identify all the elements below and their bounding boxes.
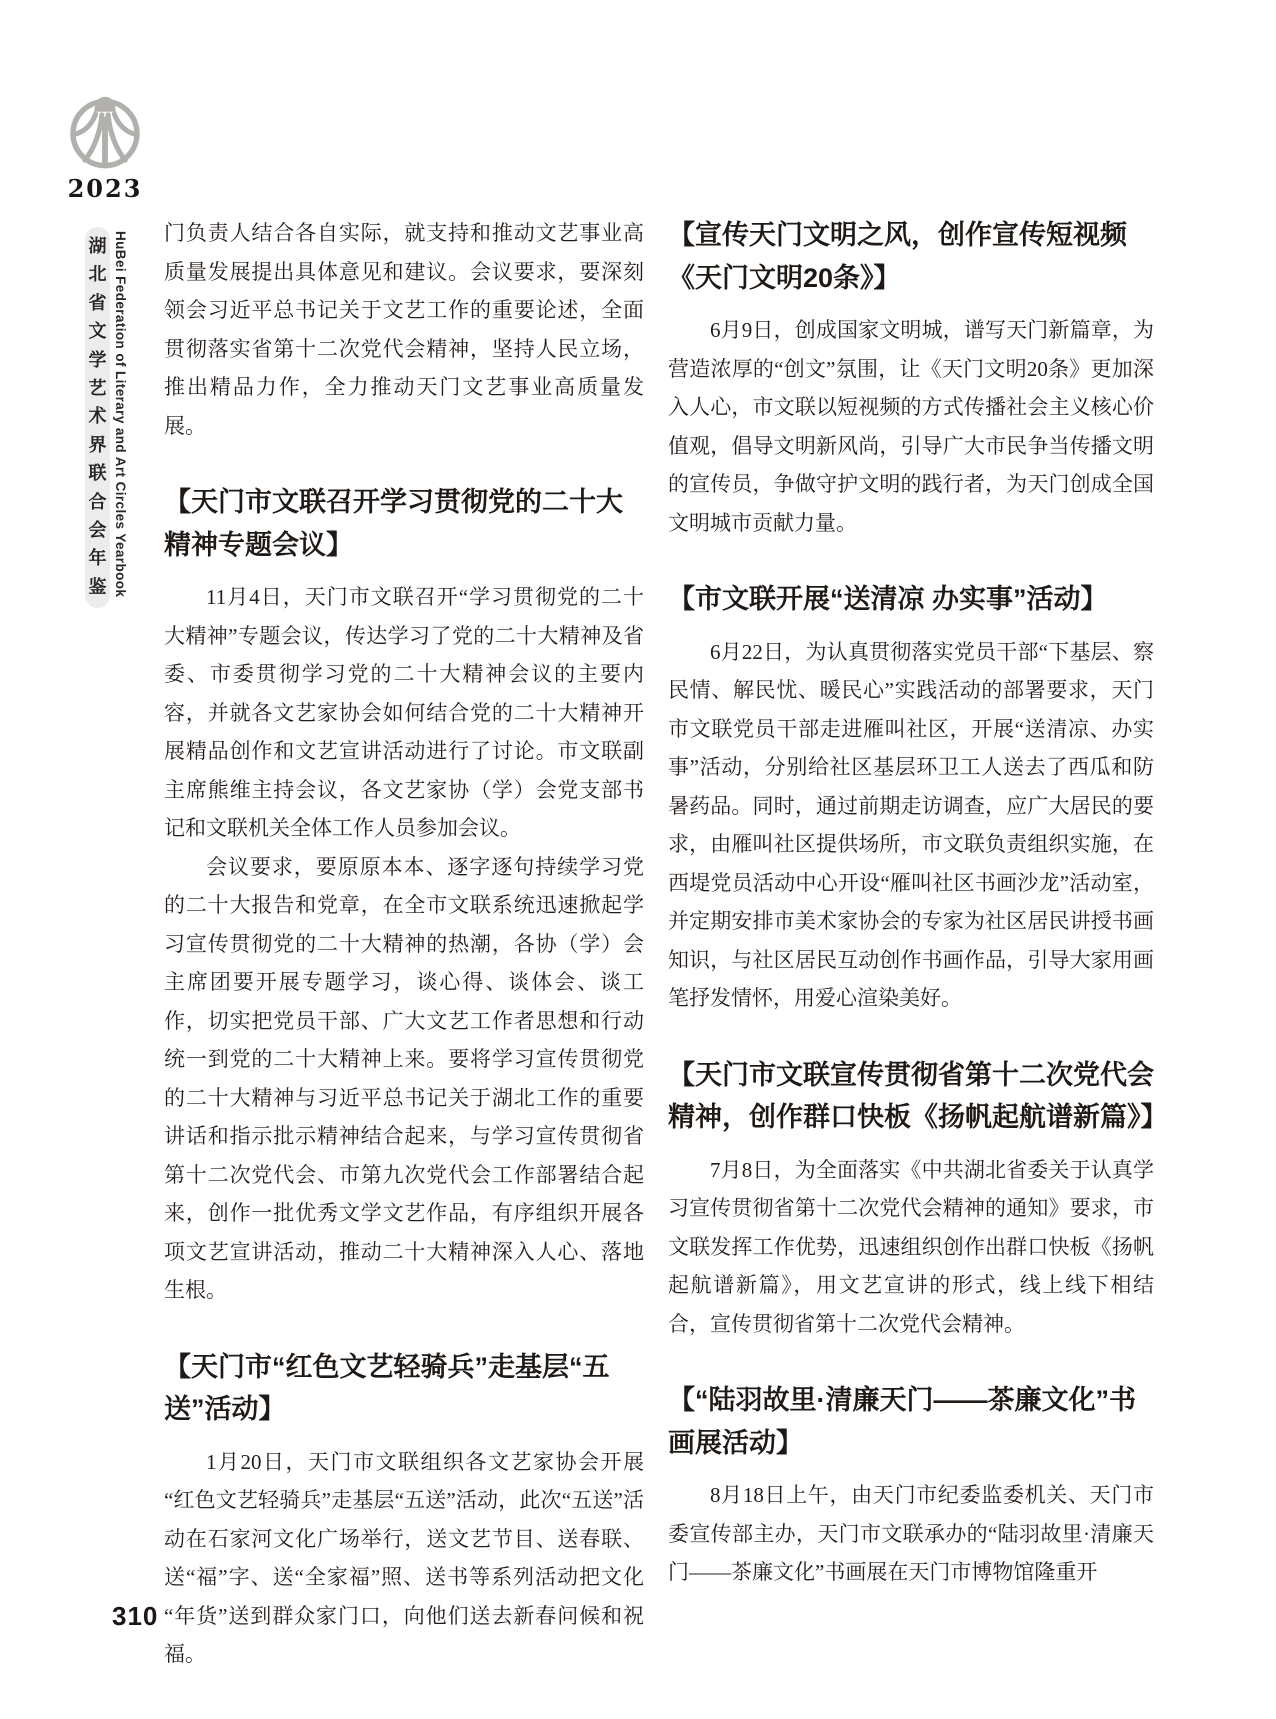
sidebar-title-char: 界 [88,434,107,455]
sidebar-subtitle-english: HuBei Federation of Literary and Art Circles Yearbook [113,231,128,598]
article-paragraph: 1月20日，天门市文联组织各文艺家协会开展“红色文艺轻骑兵”走基层“五送”活动，此次“五送”活动在石家河文化广场举行，送文艺节目、送春联、送“福”字、送“全家福”照、送书等系列活动把文化“年货”送到群众家门口，向他们送去新春问候和祝福。 [164,1449,644,1666]
sidebar-title-char: 北 [88,264,107,285]
sidebar-title-char: 合 [88,491,107,512]
sidebar-title-char: 艺 [88,377,107,398]
page-number: 310 [112,1601,159,1631]
article-paragraph: 会议要求，要原原本本、逐字逐句持续学习党的二十大报告和党章，在全市文联系统迅速掀起学习宣传贯彻党的二十大精神的热潮，各协（学）会主席团要开展专题学习，谈心得、谈体会、谈工作，切实把党员干部、广大文艺工作者思想和行动统一到党的二十大精神上来。要将学习宣传贯彻党的二十大精神与习近平总书记关于湖北工作的重要讲话和指示批示精神结合起来，与学习宣传贯彻省第十二次党代会、市第九次党代会工作部署结合起来，创作一批优秀文学文艺作品，有序组织开展各项文艺宣讲活动，推动二十大精神深入人心、落地生根。 [164,854,644,1302]
sidebar-title-char: 学 [88,349,107,370]
column-left [164,214,644,1674]
sidebar-title-char: 术 [88,406,107,427]
article-paragraph: 6月9日，创成国家文明城，谱写天门新篇章，为营造浓厚的“创文”氛围，让《天门文明20条》更加深入人心，市文联以短视频的方式传播社会主义核心价值观，倡导文明新风尚，引导广大市民争当传播文明的宣传员，争做守护文明的践行者，为天门创成全国文明城市贡献力量。 [668,318,1154,535]
article-heading: 【宣传天门文明之风，创作宣传短视频《天门文明20条》】 [668,220,1127,293]
article-heading: 【天门市“红色文艺轻骑兵”走基层“五送”活动】 [164,1351,610,1424]
sidebar-title-char: 文 [88,321,107,342]
column-right [668,214,1168,1592]
federation-logo-icon [66,92,144,172]
sidebar-title-char: 会 [88,519,107,540]
sidebar-title-char: 湖 [88,236,107,256]
article-heading: 【天门市文联宣传贯彻省第十二次党代会精神，创作群口快板《扬帆起航谱新篇》】 [668,1059,1168,1132]
sidebar-title-char: 鉴 [88,576,107,597]
sidebar-title-strip [85,227,110,608]
article-paragraph: 8月18日上午，由天门市纪委监委机关、天门市委宣传部主办，天门市文联承办的“陆羽故里·清廉天门——茶廉文化”书画展在天门市博物馆隆重开 [668,1483,1154,1584]
sidebar-title-char: 联 [88,463,107,484]
article-heading: 【“陆羽故里·清廉天门——茶廉文化”书画展活动】 [668,1385,1136,1458]
sidebar-title-char: 年 [88,548,107,569]
edition-year: 2023 [67,174,143,203]
article-paragraph: 6月22日，为认真贯彻落实党员干部“下基层、察民情、解民忧、暖民心”实践活动的部署要求，天门市文联党员干部走进雁叫社区，开展“送清凉、办实事”活动，分别给社区基层环卫工人送去了西瓜和防暑药品。同时，通过前期走访调查，应广大居民的要求，由雁叫社区提供场所，市文联负责组织实施，在西堤党员活动中心开设“雁叫社区书画沙龙”活动室，并定期安排市美术家协会的专家为社区居民讲授书画知识，与社区居民互动创作书画作品，引导大家用画笔抒发情怀，用爱心渲染美好。 [668,639,1154,1010]
article-paragraph: 11月4日，天门市文联召开“学习贯彻党的二十大精神”专题会议，传达学习了党的二十大精神及省委、市委贯彻学习党的二十大精神会议的主要内容，并就各文艺家协会如何结合党的二十大精神开展精品创作和文艺宣讲活动进行了讨论。市文联副主席熊维主持会议，各文艺家协（学）会党支部书记和文联机关全体工作人员参加会议。 [164,585,644,840]
article-paragraph: 门负责人结合各自实际，就支持和推动文艺事业高质量发展提出具体意见和建议。会议要求，要深刻领会习近平总书记关于文艺工作的重要论述，全面贯彻落实省第十二次党代会精神，坚持人民立场，推出精品力作，全力推动天门文艺事业高质量发展。 [164,221,644,438]
article-paragraph: 7月8日，为全面落实《中共湖北省委关于认真学习宣传贯彻省第十二次党代会精神的通知》要求，市文联发挥工作优势，迅速组织创作出群口快板《扬帆起航谱新篇》，用文艺宣讲的形式，线上线下相结合，宣传贯彻省第十二次党代会精神。 [668,1157,1154,1336]
article-heading: 【天门市文联召开学习贯彻党的二十大精神专题会议】 [164,487,623,560]
sidebar-title-char: 省 [88,292,107,313]
article-heading: 【市文联开展“送清凉 办实事”活动】 [668,584,1108,614]
